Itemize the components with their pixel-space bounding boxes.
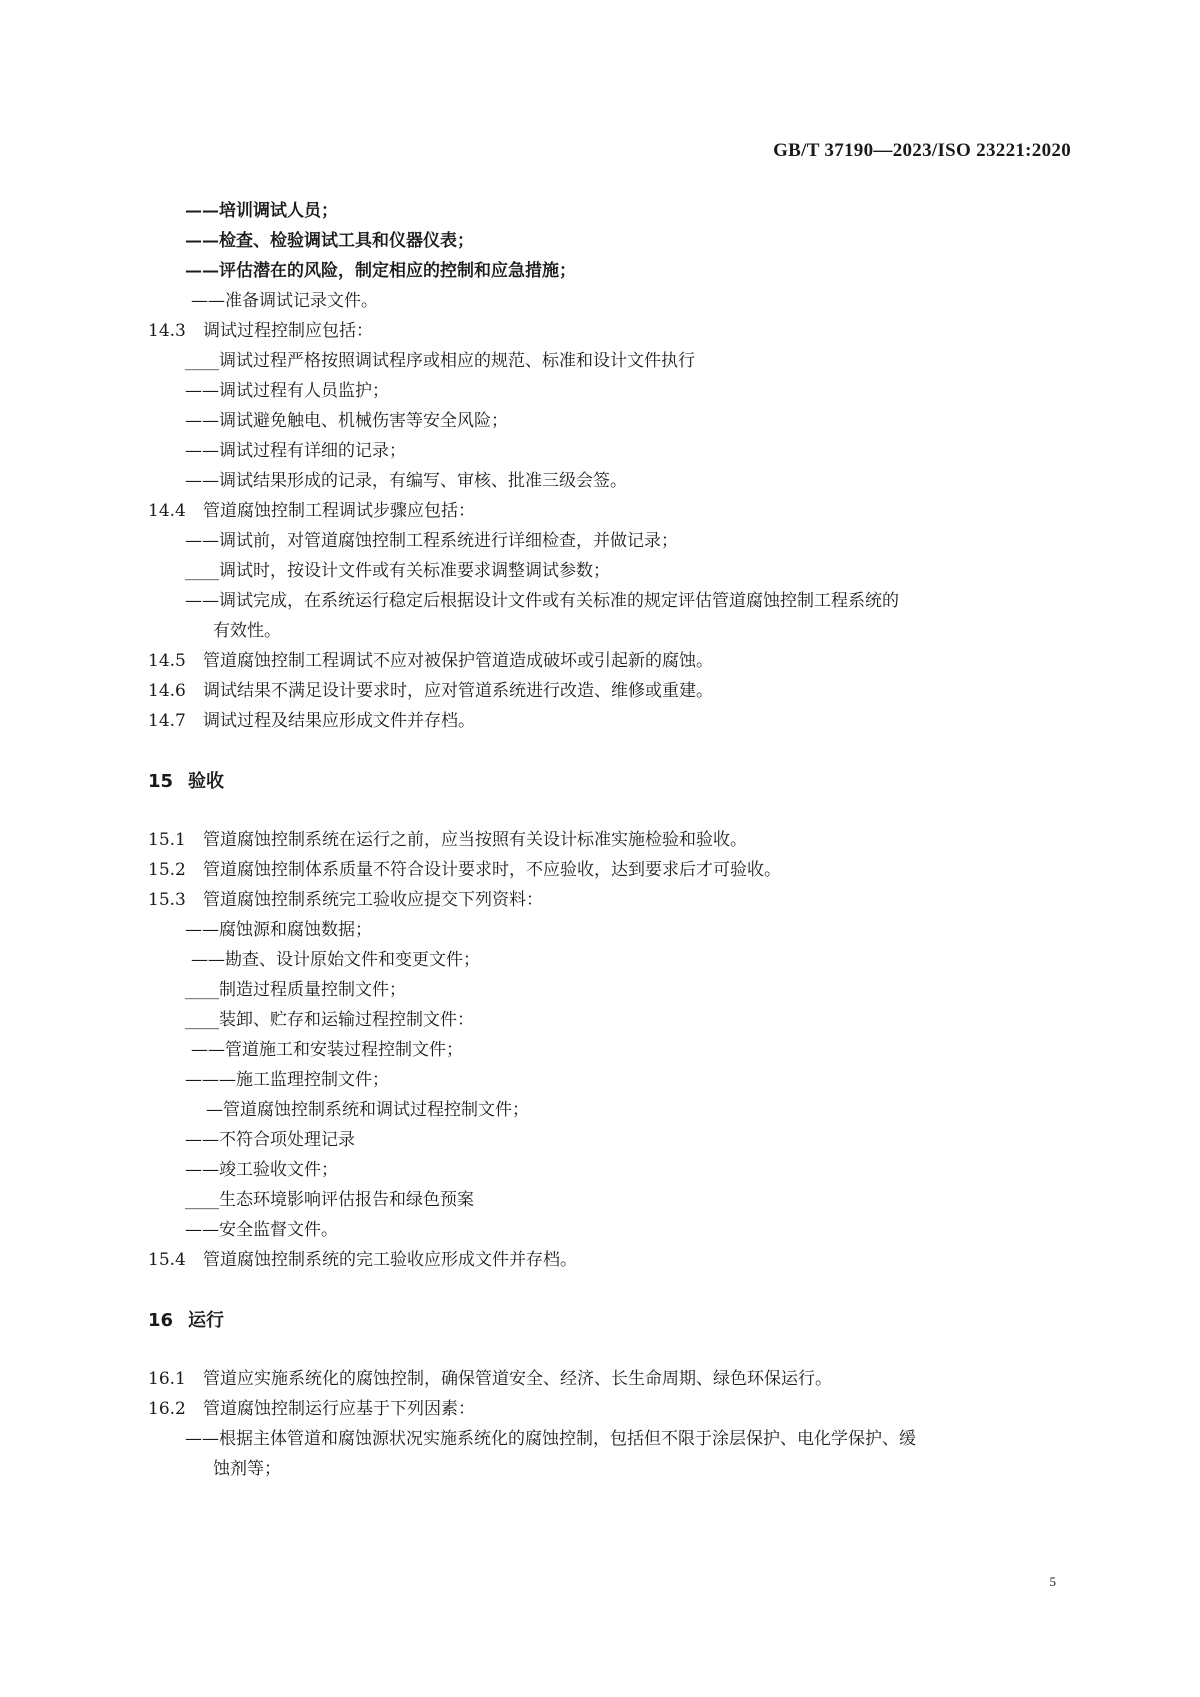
clause-16-1	[148, 1364, 1078, 1394]
list-item: ——检查、检验调试工具和仪器仪表；	[185, 231, 474, 251]
page-number: 5	[1049, 1574, 1056, 1589]
clause-number: 16.2	[148, 1399, 186, 1419]
clause-text: 管道应实施系统化的腐蚀控制，确保管道安全、经济、长生命周期、绿色环保运行。	[203, 1369, 832, 1389]
clause-text: 调试过程及结果应形成文件并存档。	[203, 711, 475, 731]
clause-text: 管道腐蚀控制工程调试步骤应包括：	[203, 501, 475, 521]
list-item: ____制造过程质量控制文件；	[185, 980, 406, 1000]
chapter-heading-16	[148, 1306, 1078, 1336]
list-item: ——调试完成，在系统运行稳定后根据设计文件或有关标准的规定评估管道腐蚀控制工程系统的	[185, 591, 899, 611]
standard-code-header: GB/T 37190—2023/ISO 23221:2020	[773, 140, 1071, 161]
list-item: ——腐蚀源和腐蚀数据；	[185, 920, 372, 940]
clause-15-3	[148, 885, 1078, 915]
clause-14-3	[148, 316, 1078, 346]
list-item: ——准备调试记录文件。	[191, 291, 378, 311]
clause-text: 调试过程控制应包括：	[203, 321, 373, 341]
list-item: —管道腐蚀控制系统和调试过程控制文件；	[206, 1100, 529, 1120]
clause-15-4	[148, 1245, 1078, 1275]
clause-number: 14.3	[148, 321, 186, 341]
clause-text: 管道腐蚀控制系统的完工验收应形成文件并存档。	[203, 1250, 577, 1270]
chapter-heading-15	[148, 767, 1078, 797]
chapter-number: 15	[148, 771, 174, 792]
list-item: ——调试过程有人员监护；	[185, 381, 389, 401]
clause-number: 16.1	[148, 1369, 186, 1389]
list-item: ——管道施工和安装过程控制文件；	[191, 1040, 463, 1060]
clause-number: 15.1	[148, 830, 186, 850]
list-item: ——勘查、设计原始文件和变更文件；	[191, 950, 480, 970]
list-item: ____生态环境影响评估报告和绿色预案	[185, 1190, 474, 1210]
list-item: ——调试避免触电、机械伤害等安全风险；	[185, 411, 508, 431]
clause-16-2	[148, 1394, 1078, 1424]
clause-number: 14.7	[148, 711, 186, 731]
document-body	[148, 196, 1078, 1484]
list-item: ——培训调试人员；	[185, 201, 338, 221]
clause-number: 14.5	[148, 651, 186, 671]
clause-number: 14.6	[148, 681, 186, 701]
clause-text: 管道腐蚀控制体系质量不符合设计要求时，不应验收，达到要求后才可验收。	[203, 860, 781, 880]
list-item-continuation: 蚀剂等；	[213, 1459, 281, 1479]
clause-number: 15.3	[148, 890, 186, 910]
list-item: ——调试前，对管道腐蚀控制工程系统进行详细检查，并做记录；	[185, 531, 678, 551]
chapter-title: 验收	[188, 771, 224, 792]
clause-text: 管道腐蚀控制运行应基于下列因素：	[203, 1399, 475, 1419]
clause-14-4	[148, 496, 1078, 526]
clause-14-6	[148, 676, 1078, 706]
clause-number: 14.4	[148, 501, 186, 521]
clause-number: 15.2	[148, 860, 186, 880]
clause-14-7	[148, 706, 1078, 736]
chapter-title: 运行	[188, 1310, 224, 1331]
clause-15-2	[148, 855, 1078, 885]
list-item: ——安全监督文件。	[185, 1220, 338, 1240]
list-item: ——不符合项处理记录	[185, 1130, 355, 1150]
list-item: ——根据主体管道和腐蚀源状况实施系统化的腐蚀控制，包括但不限于涂层保护、电化学保护、缓	[185, 1429, 916, 1449]
list-item: ——评估潜在的风险，制定相应的控制和应急措施；	[185, 261, 576, 281]
list-item: ____调试过程严格按照调试程序或相应的规范、标准和设计文件执行	[185, 351, 695, 371]
list-item: ____装卸、贮存和运输过程控制文件：	[185, 1010, 474, 1030]
list-item: ——调试过程有详细的记录；	[185, 441, 406, 461]
list-item: ——调试结果形成的记录，有编写、审核、批准三级会签。	[185, 471, 627, 491]
clause-text: 管道腐蚀控制系统在运行之前，应当按照有关设计标准实施检验和验收。	[203, 830, 747, 850]
clause-number: 15.4	[148, 1250, 186, 1270]
clause-15-1	[148, 825, 1078, 855]
list-item-continuation: 有效性。	[213, 621, 281, 641]
clause-14-5	[148, 646, 1078, 676]
list-item: ____调试时，按设计文件或有关标准要求调整调试参数；	[185, 561, 610, 581]
chapter-number: 16	[148, 1310, 174, 1331]
list-item: ———施工监理控制文件；	[185, 1070, 389, 1090]
clause-text: 管道腐蚀控制工程调试不应对被保护管道造成破坏或引起新的腐蚀。	[203, 651, 713, 671]
list-item: ——竣工验收文件；	[185, 1160, 338, 1180]
clause-text: 调试结果不满足设计要求时，应对管道系统进行改造、维修或重建。	[203, 681, 713, 701]
clause-text: 管道腐蚀控制系统完工验收应提交下列资料：	[203, 890, 543, 910]
